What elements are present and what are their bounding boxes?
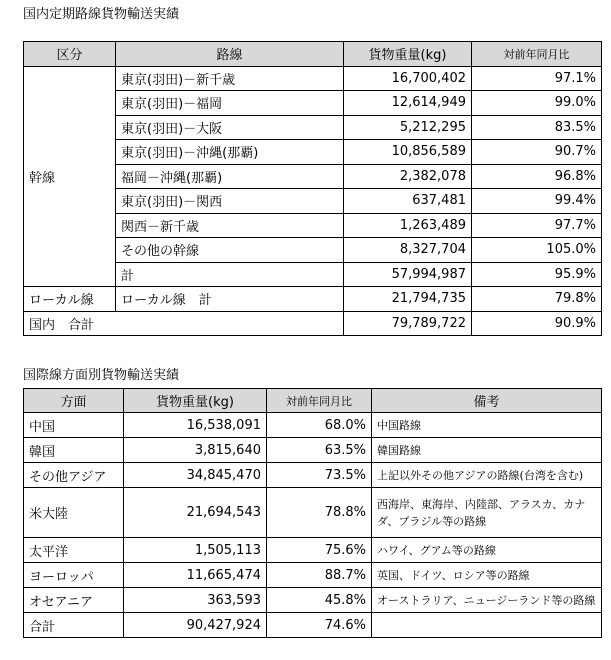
ratio-cell: 96.8% — [472, 164, 602, 189]
weight-cell: 34,845,470 — [124, 463, 267, 488]
note-cell: ハワイ、グアム等の路線 — [372, 538, 602, 563]
weight-cell: 57,994,987 — [344, 262, 472, 287]
region-cell: 米大陸 — [24, 488, 124, 538]
header-ratio: 対前年同月比 — [267, 389, 372, 413]
note-cell — [372, 613, 602, 638]
note-cell: オーストラリア、ニュージーランド等の路線 — [372, 588, 602, 613]
note-cell: 西海岸、東海岸、内陸部、アラスカ、カナダ、ブラジル等の路線 — [372, 488, 602, 538]
note-cell: 上記以外その他アジアの路線(台湾を含む) — [372, 463, 602, 488]
ratio-cell: 88.7% — [267, 563, 372, 588]
header-route: 路線 — [116, 42, 344, 67]
weight-cell: 90,427,924 — [124, 613, 267, 638]
route-cell: 関西－新千歳 — [116, 213, 344, 238]
route-cell: 東京(羽田)－新千歳 — [116, 66, 344, 91]
ratio-cell: 79.8% — [472, 287, 602, 312]
ratio-cell: 73.5% — [267, 463, 372, 488]
table-row — [24, 488, 602, 538]
weight-cell: 3,815,640 — [124, 438, 267, 463]
header-weight: 貨物重量(kg) — [344, 42, 472, 67]
weight-cell: 10,856,589 — [344, 140, 472, 165]
weight-cell: 11,665,474 — [124, 563, 267, 588]
table-row — [24, 463, 602, 488]
table-row — [24, 287, 602, 312]
ratio-cell: 97.1% — [472, 66, 602, 91]
table-row — [24, 613, 602, 638]
table-row — [24, 413, 602, 438]
domestic-title: 国内定期路線貨物輸送実績 — [23, 7, 180, 22]
region-cell: 中国 — [24, 413, 124, 438]
route-cell: 東京(羽田)－大阪 — [116, 115, 344, 140]
region-cell: ヨーロッパ — [24, 563, 124, 588]
ratio-cell: 90.7% — [472, 140, 602, 165]
ratio-cell: 63.5% — [267, 438, 372, 463]
ratio-cell: 68.0% — [267, 413, 372, 438]
note-cell: 中国路線 — [372, 413, 602, 438]
header-region: 方面 — [24, 389, 124, 413]
ratio-cell: 99.0% — [472, 91, 602, 116]
table-row — [24, 438, 602, 463]
table-row — [24, 563, 602, 588]
table-row — [24, 311, 602, 336]
weight-cell: 1,505,113 — [124, 538, 267, 563]
region-cell: 韓国 — [24, 438, 124, 463]
route-cell: その他の幹線 — [116, 238, 344, 263]
note-cell: 韓国路線 — [372, 438, 602, 463]
table-row — [24, 588, 602, 613]
ratio-cell: 99.4% — [472, 189, 602, 214]
weight-cell: 8,327,704 — [344, 238, 472, 263]
table-header-row — [24, 42, 602, 67]
ratio-cell: 74.6% — [267, 613, 372, 638]
route-cell: ローカル線 計 — [116, 287, 344, 312]
region-cell: その他アジア — [24, 463, 124, 488]
weight-cell: 1,263,489 — [344, 213, 472, 238]
ratio-cell: 105.0% — [472, 238, 602, 263]
header-category: 区分 — [24, 42, 116, 67]
route-cell: 東京(羽田)－関西 — [116, 189, 344, 214]
international-title: 国際線方面別貨物輸送実績 — [23, 368, 180, 383]
ratio-cell: 90.9% — [472, 311, 602, 336]
route-cell: 福岡－沖縄(那覇) — [116, 164, 344, 189]
route-cell: 東京(羽田)－沖縄(那覇) — [116, 140, 344, 165]
weight-cell: 363,593 — [124, 588, 267, 613]
weight-cell: 2,382,078 — [344, 164, 472, 189]
weight-cell: 16,700,402 — [344, 66, 472, 91]
header-weight: 貨物重量(kg) — [124, 389, 267, 413]
table-row — [24, 66, 602, 91]
local-category-cell: ローカル線 — [24, 287, 116, 312]
international-cargo-table — [23, 388, 602, 638]
weight-cell: 637,481 — [344, 189, 472, 214]
weight-cell: 5,212,295 — [344, 115, 472, 140]
header-ratio: 対前年同月比 — [472, 42, 602, 67]
weight-cell: 79,789,722 — [344, 311, 472, 336]
total-label-cell: 国内 合計 — [24, 311, 344, 336]
region-cell: オセアニア — [24, 588, 124, 613]
ratio-cell: 75.6% — [267, 538, 372, 563]
ratio-cell: 97.7% — [472, 213, 602, 238]
weight-cell: 12,614,949 — [344, 91, 472, 116]
domestic-cargo-table — [23, 41, 602, 336]
ratio-cell: 83.5% — [472, 115, 602, 140]
ratio-cell: 78.8% — [267, 488, 372, 538]
weight-cell: 16,538,091 — [124, 413, 267, 438]
weight-cell: 21,694,543 — [124, 488, 267, 538]
table-row — [24, 538, 602, 563]
table-header-row — [24, 389, 602, 413]
ratio-cell: 45.8% — [267, 588, 372, 613]
region-cell: 合計 — [24, 613, 124, 638]
route-cell: 計 — [116, 262, 344, 287]
route-cell: 東京(羽田)－福岡 — [116, 91, 344, 116]
weight-cell: 21,794,735 — [344, 287, 472, 312]
header-note: 備考 — [372, 389, 602, 413]
region-cell: 太平洋 — [24, 538, 124, 563]
ratio-cell: 95.9% — [472, 262, 602, 287]
trunk-category-cell: 幹線 — [24, 66, 116, 287]
note-cell: 英国、ドイツ、ロシア等の路線 — [372, 563, 602, 588]
